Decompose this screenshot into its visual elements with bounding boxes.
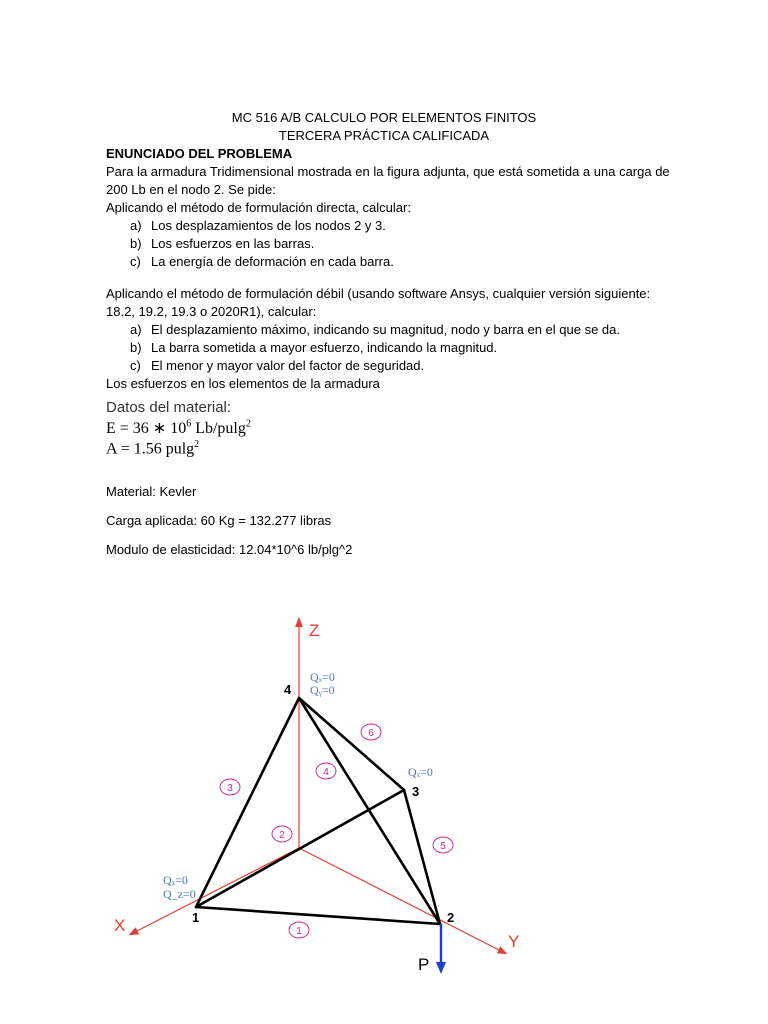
node-4-label: 4 [284,682,292,697]
material-title: Datos del material: [106,399,232,416]
node-3-qx-label: Qₓ=0 [408,765,433,779]
course-title: MC 516 A/B CALCULO POR ELEMENTOS FINITOS [231,110,537,125]
node-1-qx-label: Qₓ=0 [163,873,188,887]
elastic-modulus-formula: E = 36 ∗ $10^6$ Lb/pulg$^2$ [106,418,251,437]
weak-method-line-2: 18.2, 19.2, 19.3 o 2020R1), calcular: [106,304,317,319]
exam-title: TERCERA PRÁCTICA CALIFICADA [278,128,490,143]
element-1-label: 1 [296,926,302,937]
bar-4-to-3 [299,698,404,790]
element-4-label: 4 [323,767,329,778]
x-axis [133,848,299,933]
applied-load: Carga aplicada: 60 Kg = 132.277 libras [106,513,332,528]
intro-line-2: 200 Lb en el nodo 2. Se pide: [106,182,276,197]
document-page: MC 516 A/B CALCULO POR ELEMENTOS FINITOS TERCERA PRÁCTICA CALIFICADA ENUNCIADO DEL PROBLEMA Para la armadura Tridimensional mostrada en la figura adjunta, que está sometida a una carga de 200 Lb en el nodo 2. Se pide: Aplicando el método de formulación directa, calcular: a) Los desplazamientos de los nodos 2 y 3. b) Los esfuerzos en las barras. c) La energía de deformación en cada barra. Aplicando el método de formulación débil (usando software Ansys, cualquier versión siguiente: 18.2, 19.2, 19.3 o 2020R1), calcular: a) El desplazamiento máximo, indicando su magnitud, nodo y barra en el que se da. b) La barra sometida a mayor esfuerzo, indicando la magnitud. c) El menor y mayor valor del factor de seguridad. Los esfuerzos en los elementos de la armadura Datos del material: E = 36 ∗ $10^6$ Lb/pulg$^2$ A = 1.56 pulg$^2$ Material: Kevler Carga aplicada: 60 Kg = 132.277 libras Modulo de elasticidad: 12.04*10^6 lb/plg^2 Z X Y P 1 2 3 4 Qₓ=0 Qᵧ=0 Qₓ=0 Qₓ=0 Q_z=0 1 2 3 4 5 6 [0,0,768,1024]
area-formula: A = 1.56 pulg$^2$ [106,439,200,458]
node-2-label: 2 [447,910,455,925]
element-2-label: 2 [279,830,285,841]
node-3-label: 3 [412,784,420,799]
direct-method-line: Aplicando el método de formulación directa, calcular: [106,200,411,215]
weak-method-line-1: Aplicando el método de formulación débil (usando software Ansys, cualquier versión siguiente: [106,286,651,301]
z-axis-label: Z [309,621,320,640]
elastic-modulus-line: Modulo de elasticidad: 12.04*10^6 lb/plg^2 [106,542,353,557]
material-name: Material: Kevler [106,484,197,499]
closing-line: Los esfuerzos en los elementos de la armadura [106,376,380,391]
load-label: P [418,955,430,974]
element-6-label: 6 [368,728,374,739]
node-1-qz-label: Q_z=0 [163,887,196,901]
node-1-label: 1 [192,910,200,925]
x-axis-label: X [114,916,126,935]
element-3-label: 3 [227,783,233,794]
bar-1-to-2 [196,907,440,924]
problem-heading: ENUNCIADO DEL PROBLEMA [106,146,293,161]
y-axis-label: Y [508,932,520,951]
element-5-label: 5 [440,841,446,852]
node-4-qy-label: Qᵧ=0 [310,683,335,697]
intro-line-1: Para la armadura Tridimensional mostrada en la figura adjunta, que está sometida a una carga de [106,164,670,179]
bar-1-to-3 [196,790,404,907]
bar-1-to-4 [196,698,299,907]
node-4-qx-label: Qₓ=0 [310,670,335,684]
